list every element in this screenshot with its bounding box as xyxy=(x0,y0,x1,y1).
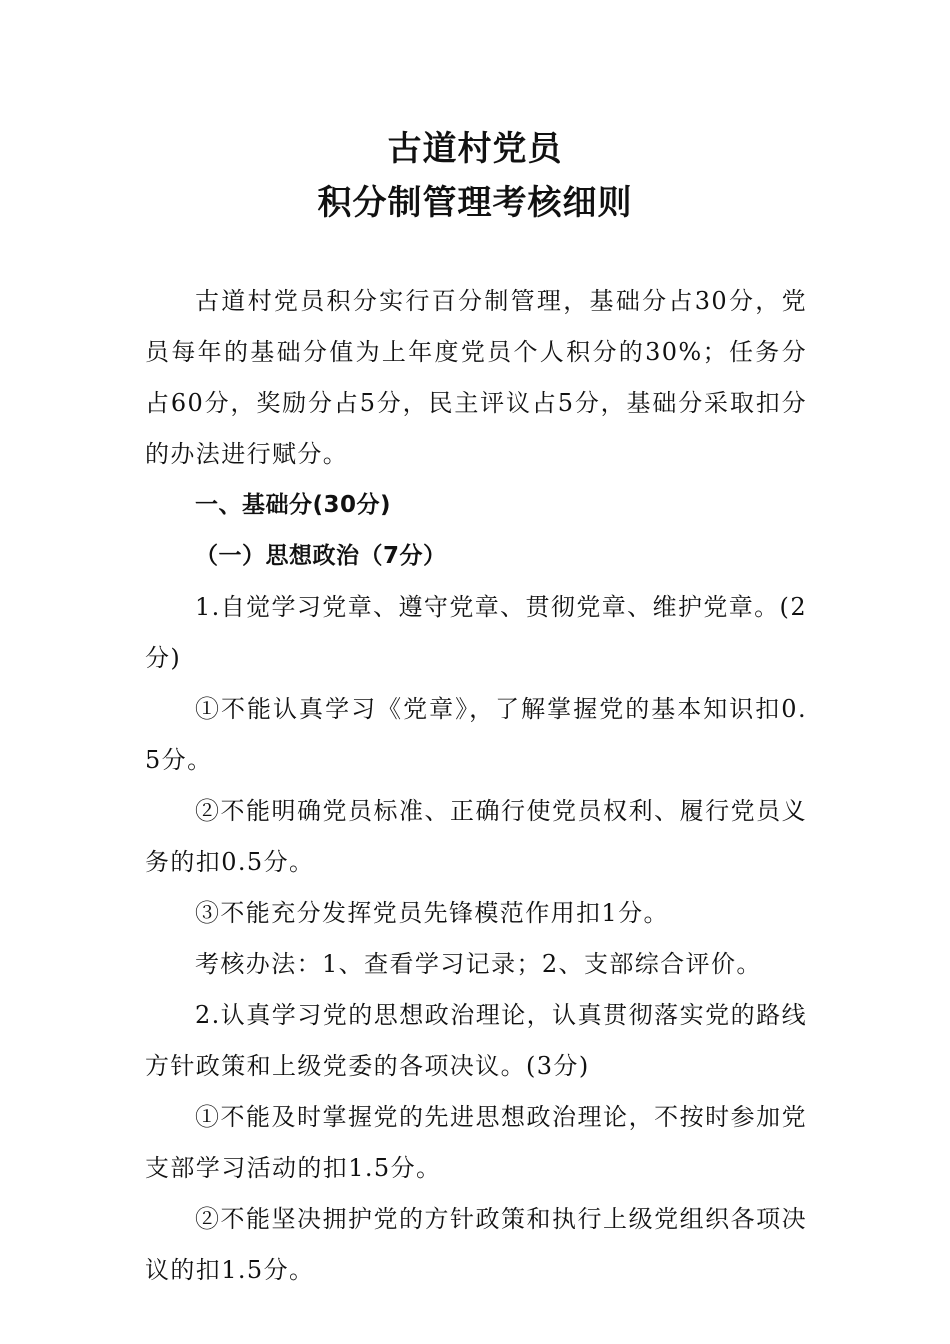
item-2-point-2: ②不能坚决拥护党的方针政策和执行上级党组织各项决议的扣1.5分。 xyxy=(145,1205,807,1284)
item-1-point-3: ③不能充分发挥党员先锋模范作用扣1分。 xyxy=(195,899,669,927)
item-1-title: 1.自觉学习党章、遵守党章、贯彻党章、维护党章。(2分) xyxy=(145,593,807,672)
item-2-title: 2.认真学习党的思想政治理论，认真贯彻落实党的路线方针政策和上级党委的各项决议。(3分) xyxy=(145,1001,807,1080)
intro-paragraph: 古道村党员积分实行百分制管理，基础分占30分，党员每年的基础分值为上年度党员个人积分的30%；任务分占60分，奖励分占5分，民主评议占5分，基础分采取扣分的办法进行赋分。 xyxy=(145,287,807,468)
section-heading-basic-score: 一、基础分(30分) xyxy=(195,492,392,518)
item-2-point-1: ①不能及时掌握党的先进思想政治理论，不按时参加党支部学习活动的扣1.5分。 xyxy=(145,1103,807,1182)
title-line-2: 积分制管理考核细则 xyxy=(317,183,633,223)
document-body xyxy=(145,276,807,1296)
subsection-heading-ideology: （一）思想政治（7分） xyxy=(195,543,447,569)
document-title xyxy=(0,122,950,230)
item-1-assessment-method: 考核办法：1、查看学习记录；2、支部综合评价。 xyxy=(195,950,762,978)
item-1-point-1: ①不能认真学习《党章》，了解掌握党的基本知识扣0.5分。 xyxy=(145,695,807,774)
title-line-1: 古道村党员 xyxy=(387,129,563,169)
item-1-point-2: ②不能明确党员标准、正确行使党员权利、履行党员义务的扣0.5分。 xyxy=(145,797,807,876)
